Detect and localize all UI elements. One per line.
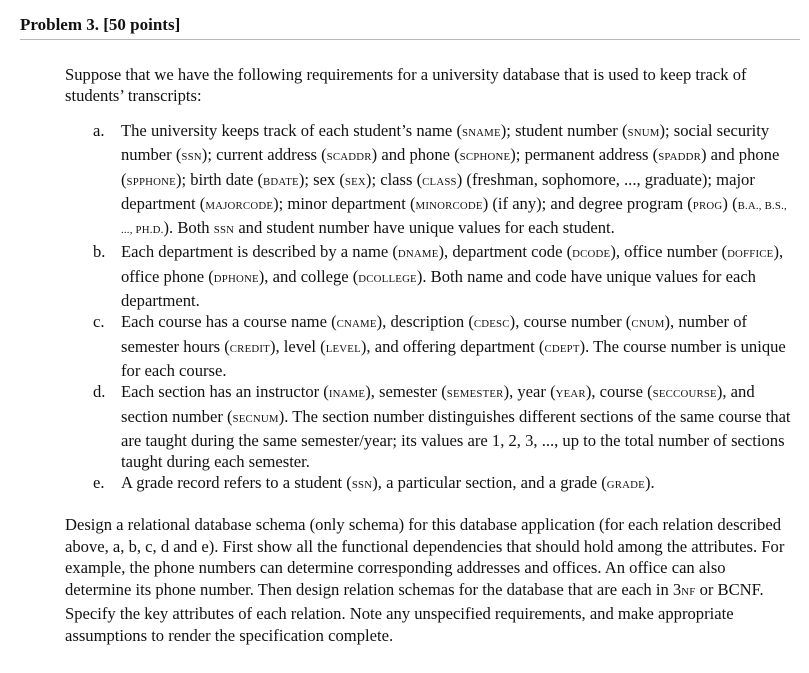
attribute-name: MINORCODE [415, 199, 483, 212]
text-run: ) (freshman, sophomore, ..., graduate); major department ( [121, 169, 755, 213]
text-run: ); student number ( [500, 121, 628, 140]
text-run: ). Both [163, 218, 214, 238]
attribute-name: SEX [344, 175, 366, 188]
text-run: ), department code ( [438, 242, 573, 262]
text-run: Design a relational database schema (only schema) for this database application (for each relation described above, a, b, c, d and e). First show all the functional dependencies that should hold among the attributes. For example, the phone numbers can determine corresponding addresses and offices. An office can also determine its phone number. Then design relation schemas for the database that are each in 3 [65, 515, 785, 599]
requirement-item-e [93, 472, 793, 496]
requirement-marker: e. [93, 473, 105, 493]
requirement-item-d [93, 381, 793, 472]
attribute-name: CNUM [631, 318, 665, 331]
attribute-name: YEAR [555, 388, 586, 401]
attribute-name: SECNUM [232, 412, 279, 425]
requirement-item-b [93, 241, 793, 311]
text-run: Each course has a course name ( [121, 312, 337, 332]
attribute-name: CDESC [473, 318, 510, 331]
text-run: ), course number ( [509, 312, 632, 332]
attribute-name: SCPHONE [459, 151, 511, 164]
requirement-text [121, 473, 655, 492]
text-run: ); class ( [365, 169, 423, 189]
text-run: A grade record refers to a student ( [121, 473, 352, 493]
text-run: ). The section number distinguishes different sections of the same course that are taught during the same semester/year; its values are 1, 2, 3, ..., up to the total number of sections taught during each semester. [121, 406, 791, 472]
attribute-name: CDEPT [544, 342, 580, 355]
attribute-name: NF [681, 585, 696, 598]
attribute-name: SPADDR [658, 151, 701, 164]
requirement-marker: b. [93, 242, 106, 262]
text-run: ) and phone ( [371, 145, 460, 165]
design-paragraph [65, 514, 790, 647]
problem-title: Problem 3. [50 points] [20, 15, 181, 34]
attribute-name: SECCOURSE [652, 388, 717, 401]
text-run: ) ( [722, 193, 738, 213]
text-run: ); minor department ( [273, 193, 416, 213]
attribute-name: B.A., B.S., ..., PH.D. [121, 199, 787, 237]
text-run: ). Both name and code have unique values for each department. [121, 266, 756, 311]
attribute-name: CNAME [336, 318, 377, 331]
attribute-name: SSN [181, 151, 202, 164]
text-run: ); social security number ( [121, 121, 770, 165]
attribute-name: DNAME [397, 248, 439, 261]
text-run: ). [644, 473, 655, 493]
text-run: The university keeps track of each student’s name ( [121, 121, 462, 140]
header-rule [20, 39, 800, 40]
requirement-marker: a. [93, 121, 105, 140]
text-run: and student number have unique values for each student. [234, 218, 615, 238]
requirement-text [121, 382, 791, 471]
text-run: ) and phone ( [121, 145, 780, 189]
text-run: ); sex ( [298, 169, 345, 189]
attribute-name: SEMESTER [446, 388, 504, 401]
attribute-name: SPPHONE [126, 175, 176, 188]
attribute-name: CLASS [422, 175, 457, 188]
text-run: ), semester ( [365, 382, 447, 402]
text-run: ), office phone ( [121, 242, 784, 286]
text-run: ), level ( [269, 336, 326, 356]
text-run: or BCNF. Specify the key attributes of each relation. Note any unspecified requirements, and make appropriate assumptions to render the specification complete. [65, 579, 764, 645]
text-run: ), and offering department ( [360, 336, 545, 356]
text-run: ); current address ( [201, 145, 327, 165]
attribute-name: SSN [351, 479, 373, 492]
attribute-name: SCADDR [326, 151, 372, 164]
attribute-name: DOFFICE [727, 248, 774, 261]
attribute-name: SSN [213, 224, 235, 237]
text-run: ). The course number is unique for each course. [121, 336, 786, 380]
requirements-list [93, 120, 793, 497]
text-run: ), description ( [376, 312, 474, 332]
text-run: ), a particular section, and a grade ( [372, 473, 607, 493]
text-run: ); birth date ( [175, 169, 264, 189]
requirement-text [121, 312, 786, 380]
text-run: Each section has an instructor ( [121, 382, 329, 402]
text-run: ) (if any); and degree program ( [482, 193, 693, 213]
attribute-name: BDATE [263, 175, 299, 188]
text-run: ), office number ( [610, 242, 728, 262]
attribute-name: DPHONE [213, 272, 259, 285]
intro-paragraph: Suppose that we have the following requirements for a university database that is used to keep track of students’ transcripts: [65, 65, 747, 105]
text-run: ), and college ( [258, 266, 359, 286]
text-run: ), and section number ( [121, 382, 755, 426]
attribute-name: DCODE [572, 248, 611, 261]
attribute-name: MAJORCODE [205, 199, 274, 212]
text-run: ); permanent address ( [510, 145, 659, 165]
attribute-name: SNUM [627, 127, 660, 139]
attribute-name: DCOLLEGE [358, 272, 417, 285]
attribute-name: SNAME [461, 127, 501, 139]
attribute-name: PROG [692, 199, 723, 212]
attribute-name: INAME [328, 388, 366, 401]
attribute-name: GRADE [606, 479, 645, 492]
requirement-item-a [93, 120, 793, 241]
text-run: Each department is described by a name ( [121, 242, 398, 262]
requirement-marker: c. [93, 312, 105, 332]
attribute-name: CREDIT [229, 342, 270, 355]
requirement-text [121, 242, 783, 310]
requirement-marker: d. [93, 382, 106, 402]
text-run: ), year ( [503, 382, 556, 402]
text-run: ), course ( [585, 382, 653, 402]
text-run: ), number of semester hours ( [121, 312, 748, 356]
attribute-name: LEVEL [325, 342, 361, 355]
requirement-text [121, 121, 787, 237]
requirement-item-c [93, 311, 793, 381]
